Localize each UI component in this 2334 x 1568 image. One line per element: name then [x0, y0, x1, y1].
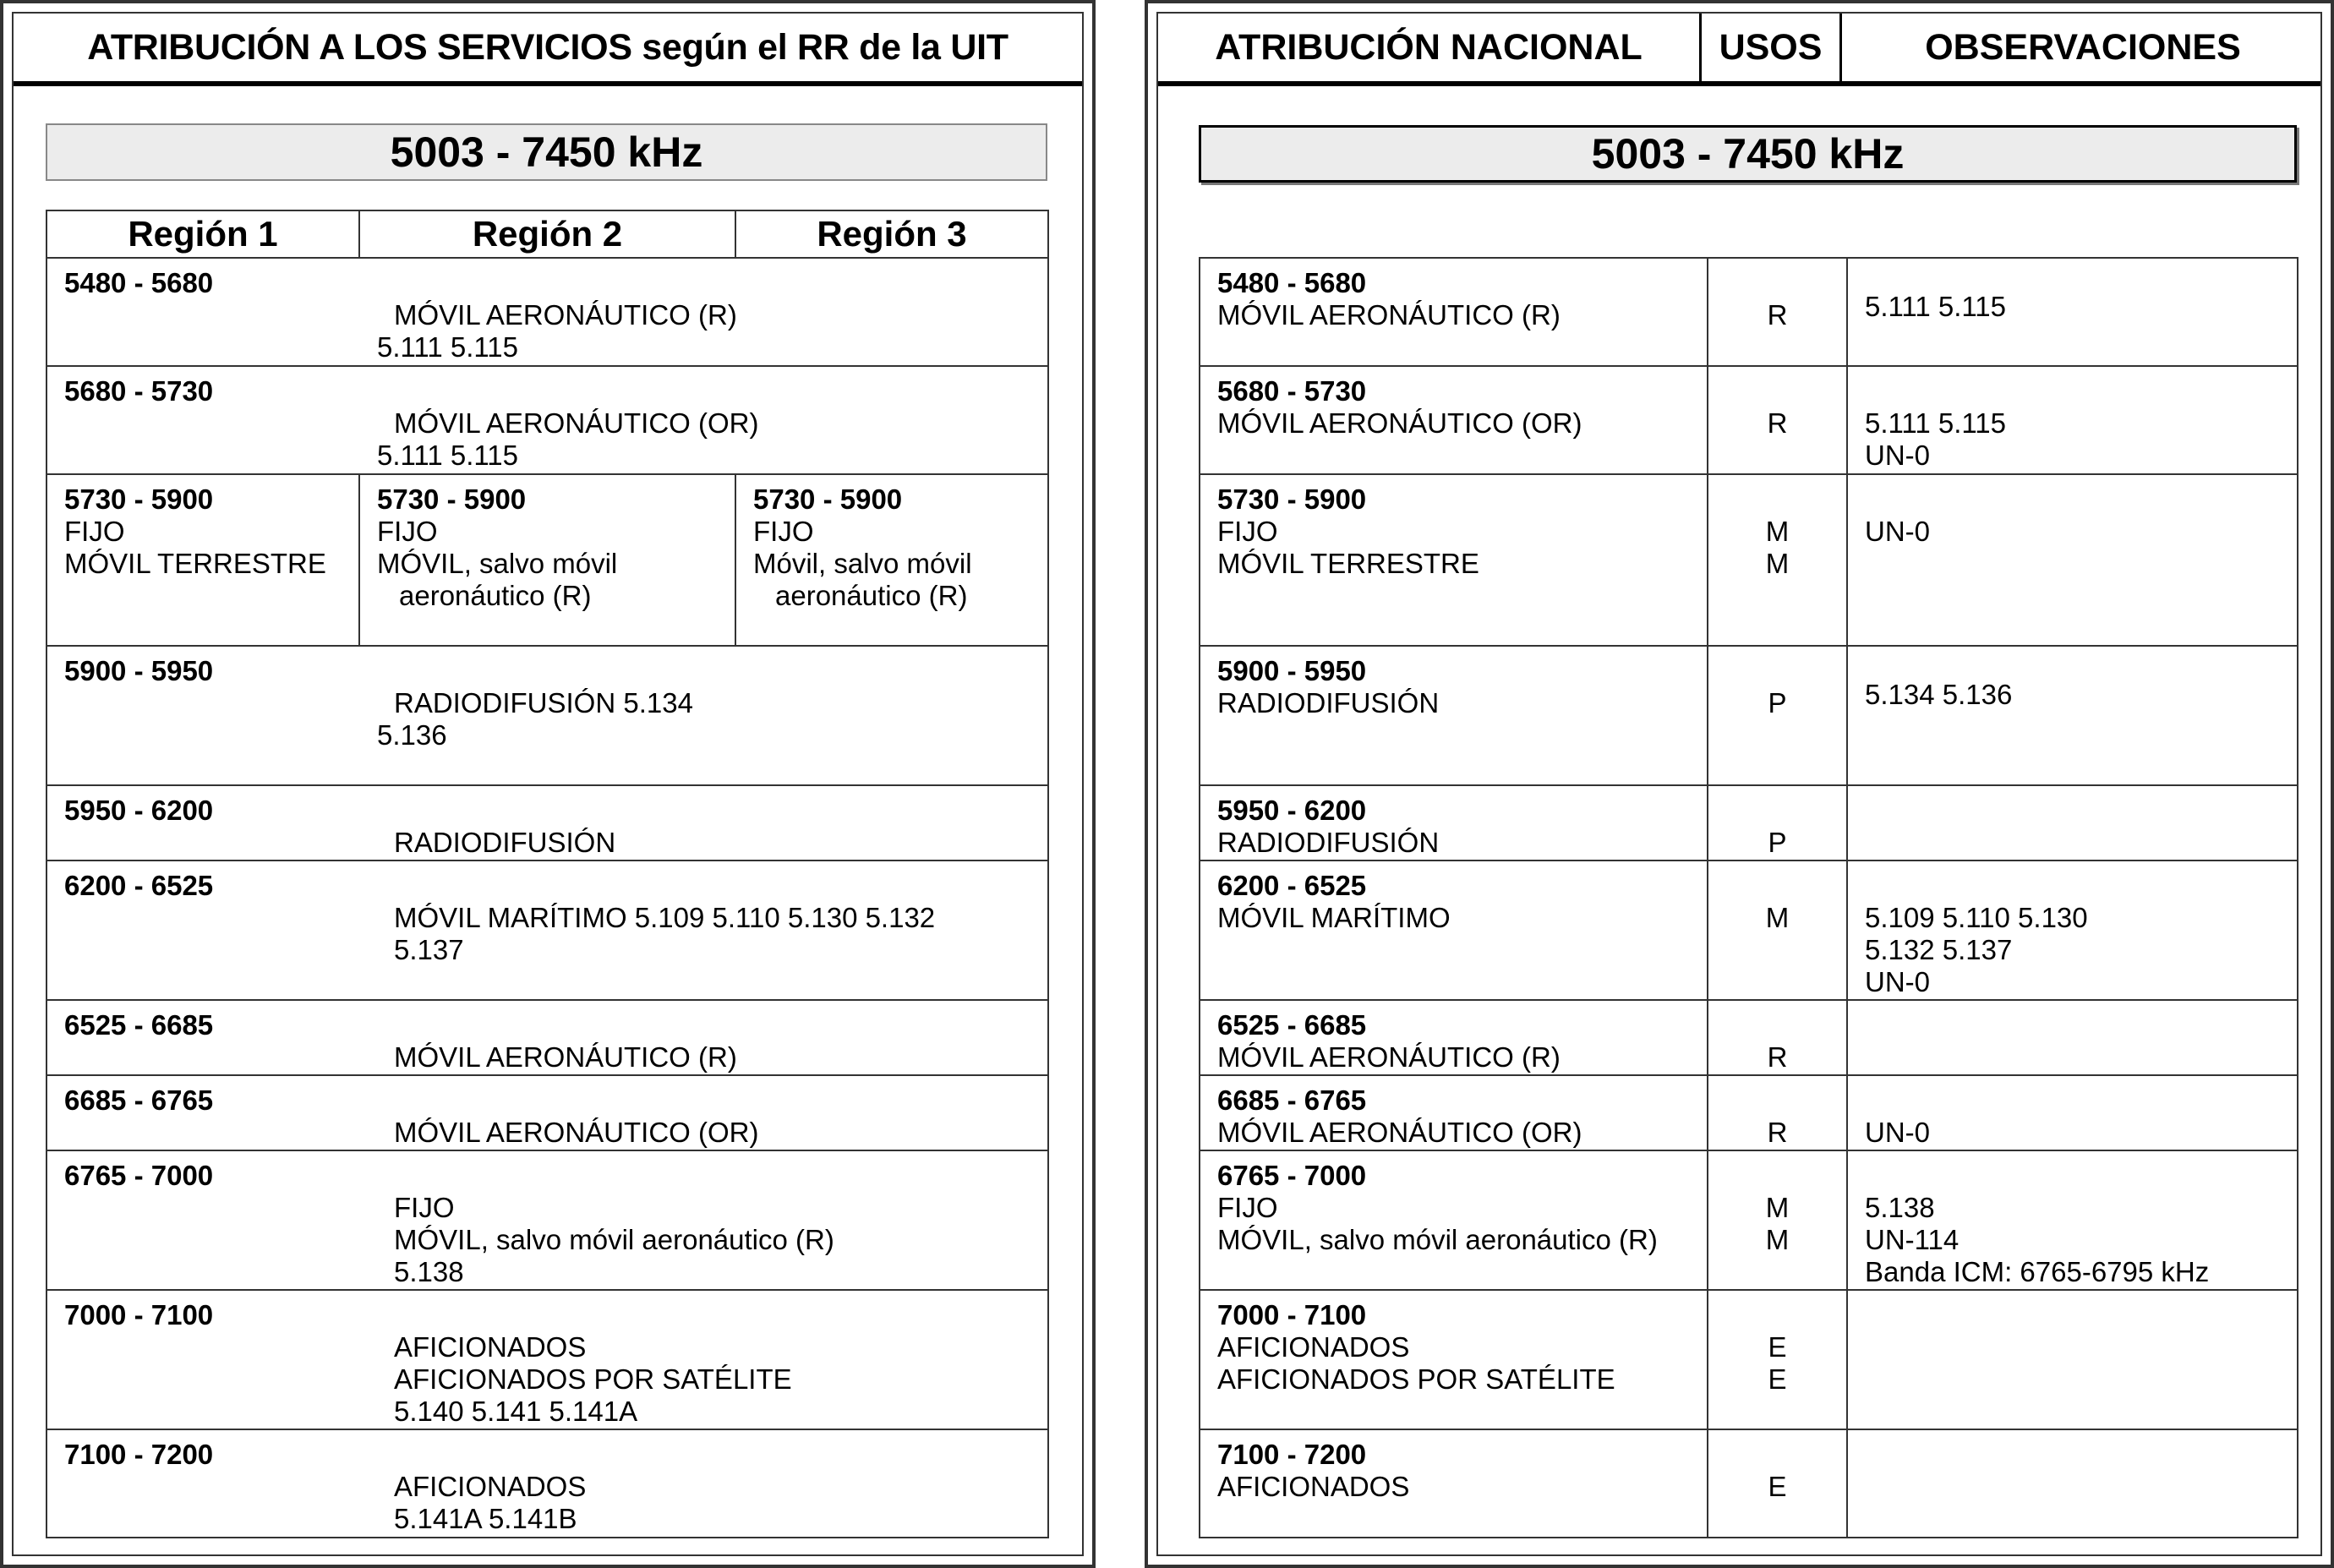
national-allocation-table [1199, 257, 2298, 1538]
observation-line: UN-0 [1865, 966, 1931, 997]
observation-line: UN-0 [1865, 516, 1931, 547]
service-line: 5.141A 5.141B [394, 1503, 577, 1534]
service-line: MÓVIL AERONÁUTICO (R) [394, 1041, 737, 1073]
band-range: 6685 - 6765 [64, 1084, 214, 1116]
allocation-cell [46, 1000, 1048, 1075]
national-row [1200, 366, 2298, 474]
service-line: MÓVIL AERONÁUTICO (OR) [1217, 407, 1582, 439]
national-allocation-cell [1200, 785, 1708, 860]
usage-code: M [1765, 1192, 1790, 1223]
observaciones-cell [1847, 860, 2298, 1000]
usage-code: P [1768, 827, 1787, 858]
usage-code: M [1765, 1224, 1790, 1255]
usage-code: M [1765, 902, 1790, 933]
observaciones-cell [1847, 1075, 2298, 1150]
service-line: MÓVIL MARÍTIMO [1217, 902, 1451, 933]
service-line: RADIODIFUSIÓN 5.134 [394, 687, 693, 718]
usage-code: M [1765, 516, 1790, 547]
service-line: AFICIONADOS [394, 1331, 587, 1363]
national-allocation-cell [1200, 860, 1708, 1000]
service-line: MÓVIL AERONÁUTICO (OR) [394, 407, 759, 439]
right-band-title: 5003 - 7450 kHz [1199, 125, 2297, 183]
band-range: 6685 - 6765 [1217, 1084, 1367, 1116]
allocation-cell [46, 1075, 1048, 1150]
observation-line: UN-0 [1865, 440, 1931, 471]
national-row [1200, 1075, 2298, 1150]
service-line: RADIODIFUSIÓN [1217, 687, 1440, 718]
national-row [1200, 1150, 2298, 1290]
national-row [1200, 258, 2298, 366]
header-usos: USOS [1719, 26, 1823, 68]
usos-cell [1708, 1150, 1847, 1290]
service-line: MÓVIL AERONÁUTICO (OR) [394, 1117, 759, 1148]
observaciones-cell [1847, 366, 2298, 474]
band-range: 6200 - 6525 [1217, 870, 1367, 901]
service-line: RADIODIFUSIÓN [394, 827, 616, 858]
band-range: 5680 - 5730 [64, 375, 214, 407]
service-line: FIJO [64, 516, 125, 547]
band-range: 6200 - 6525 [64, 870, 214, 901]
observation-line: UN-114 [1865, 1224, 1960, 1255]
service-line: AFICIONADOS POR SATÉLITE [394, 1363, 792, 1395]
allocation-cell [46, 646, 1048, 785]
service-line: MÓVIL AERONÁUTICO (R) [1217, 1041, 1561, 1073]
service-line: MÓVIL, salvo móvil aeronáutico (R) [1217, 1224, 1658, 1255]
service-line: FIJO [377, 516, 438, 547]
observation-line: 5.134 5.136 [1865, 679, 2013, 710]
observaciones-cell [1847, 1150, 2298, 1290]
service-line: MÓVIL AERONÁUTICO (R) [1217, 299, 1561, 331]
usos-cell [1708, 1000, 1847, 1075]
service-line: 5.140 5.141 5.141A [394, 1396, 638, 1427]
national-allocation-cell [1200, 1000, 1708, 1075]
observation-line: Banda ICM: 6765-6795 kHz [1865, 1256, 2210, 1287]
service-line: FIJO [753, 516, 814, 547]
observation-line: 5.132 5.137 [1865, 934, 2013, 965]
service-line: FIJO [394, 1192, 455, 1223]
usage-code: E [1768, 1331, 1787, 1363]
service-line: 5.111 5.115 [377, 440, 518, 471]
service-line: 5.137 [394, 934, 464, 965]
usage-code: R [1767, 1117, 1788, 1148]
itu-allocation-table [46, 210, 1049, 1538]
band-range: 5950 - 6200 [64, 795, 214, 826]
service-line: AFICIONADOS POR SATÉLITE [1217, 1363, 1615, 1395]
left-band-title: 5003 - 7450 kHz [46, 123, 1047, 181]
region-2-header: Región 2 [359, 210, 735, 258]
service-line: 5.111 5.115 [377, 331, 518, 363]
band-range: 5900 - 5950 [1217, 655, 1367, 686]
band-range: 5480 - 5680 [1217, 267, 1367, 298]
national-allocation-cell [1200, 1290, 1708, 1429]
allocation-cell [46, 366, 1048, 474]
region-header-row [46, 210, 1048, 258]
region-3-header: Región 3 [735, 210, 1048, 258]
observaciones-cell [1847, 1429, 2298, 1538]
header-observaciones: OBSERVACIONES [1925, 26, 2241, 68]
national-allocation-cell [1200, 474, 1708, 646]
national-allocation-cell [1200, 258, 1708, 366]
usage-code: M [1765, 548, 1790, 579]
right-panel [1145, 0, 2334, 1568]
usos-cell [1708, 860, 1847, 1000]
allocation-row [46, 366, 1048, 474]
allocation-row [46, 1429, 1048, 1538]
allocation-row [46, 646, 1048, 785]
usage-code: R [1767, 407, 1788, 439]
observaciones-cell [1847, 1290, 2298, 1429]
band-range: 7100 - 7200 [64, 1439, 214, 1470]
region-1-header: Región 1 [46, 210, 359, 258]
allocation-row [46, 1000, 1048, 1075]
usage-code: R [1767, 1041, 1788, 1073]
usos-cell [1708, 646, 1847, 785]
region-cell [735, 474, 1048, 646]
observation-line: UN-0 [1865, 1117, 1931, 1148]
allocation-cell [46, 860, 1048, 1000]
allocation-row [46, 785, 1048, 860]
allocation-row [46, 1290, 1048, 1429]
service-line: MÓVIL MARÍTIMO 5.109 5.110 5.130 5.132 [394, 902, 936, 933]
service-line: Móvil, salvo móvil [753, 548, 972, 579]
usage-code: R [1767, 299, 1788, 331]
band-range: 5950 - 6200 [1217, 795, 1367, 826]
observaciones-cell [1847, 258, 2298, 366]
usos-cell [1708, 785, 1847, 860]
band-range: 7100 - 7200 [1217, 1439, 1367, 1470]
national-allocation-cell [1200, 366, 1708, 474]
service-line: MÓVIL, salvo móvil aeronáutico (R) [394, 1224, 834, 1255]
allocation-row [46, 1075, 1048, 1150]
service-line: AFICIONADOS [1217, 1331, 1410, 1363]
band-range: 6765 - 7000 [1217, 1160, 1367, 1191]
service-line: MÓVIL AERONÁUTICO (R) [394, 299, 737, 331]
national-allocation-cell [1200, 646, 1708, 785]
observaciones-cell [1847, 474, 2298, 646]
band-range: 6525 - 6685 [1217, 1009, 1367, 1041]
usos-cell [1708, 1075, 1847, 1150]
allocation-row [46, 860, 1048, 1000]
band-range: 5480 - 5680 [64, 267, 214, 298]
allocation-cell [46, 785, 1048, 860]
national-allocation-cell [1200, 1075, 1708, 1150]
allocation-row [46, 474, 1048, 646]
service-line: MÓVIL, salvo móvil [377, 548, 618, 579]
national-row [1200, 474, 2298, 646]
service-line: MÓVIL TERRESTRE [1217, 548, 1479, 579]
band-range: 7000 - 7100 [1217, 1299, 1367, 1330]
band-range: 6765 - 7000 [64, 1160, 214, 1191]
usage-code: P [1768, 687, 1787, 718]
usos-cell [1708, 366, 1847, 474]
observaciones-cell [1847, 1000, 2298, 1075]
allocation-cell [46, 1429, 1048, 1538]
national-allocation-cell [1200, 1150, 1708, 1290]
observation-line: 5.109 5.110 5.130 [1865, 902, 2088, 933]
service-line: AFICIONADOS [394, 1471, 587, 1502]
service-line: 5.136 [377, 719, 447, 751]
observaciones-cell [1847, 785, 2298, 860]
header-atribucion-nacional: ATRIBUCIÓN NACIONAL [1215, 26, 1643, 68]
service-line: aeronáutico (R) [399, 580, 592, 611]
usos-cell [1708, 1290, 1847, 1429]
observaciones-cell [1847, 646, 2298, 785]
band-range: 5730 - 5900 [753, 484, 903, 515]
band-range: 6525 - 6685 [64, 1009, 214, 1041]
service-line: MÓVIL TERRESTRE [64, 548, 326, 579]
usage-code: E [1768, 1471, 1787, 1502]
allocation-row [46, 258, 1048, 366]
usage-code: E [1768, 1363, 1787, 1395]
band-range: 5730 - 5900 [64, 484, 214, 515]
national-row [1200, 1429, 2298, 1538]
region-cell [359, 474, 735, 646]
observation-line: 5.111 5.115 [1865, 407, 2006, 439]
service-line: MÓVIL AERONÁUTICO (OR) [1217, 1117, 1582, 1148]
national-row [1200, 785, 2298, 860]
band-range: 5730 - 5900 [377, 484, 527, 515]
region-cell [46, 474, 359, 646]
service-line: AFICIONADOS [1217, 1471, 1410, 1502]
national-row [1200, 646, 2298, 785]
band-range: 5680 - 5730 [1217, 375, 1367, 407]
band-range: 7000 - 7100 [64, 1299, 214, 1330]
band-range: 5900 - 5950 [64, 655, 214, 686]
service-line: FIJO [1217, 1192, 1278, 1223]
observation-line: 5.138 [1865, 1192, 1935, 1223]
left-title: ATRIBUCIÓN A LOS SERVICIOS según el RR de la UIT [14, 14, 1082, 86]
national-allocation-cell [1200, 1429, 1708, 1538]
service-line: aeronáutico (R) [775, 580, 968, 611]
national-row [1200, 860, 2298, 1000]
service-line: RADIODIFUSIÓN [1217, 827, 1440, 858]
usos-cell [1708, 1429, 1847, 1538]
usos-cell [1708, 258, 1847, 366]
left-panel [0, 0, 1096, 1568]
band-range: 5730 - 5900 [1217, 484, 1367, 515]
national-row [1200, 1000, 2298, 1075]
allocation-row [46, 1150, 1048, 1290]
observation-line: 5.111 5.115 [1865, 291, 2006, 322]
usos-cell [1708, 474, 1847, 646]
allocation-cell [46, 1290, 1048, 1429]
allocation-cell [46, 1150, 1048, 1290]
service-line: 5.138 [394, 1256, 464, 1287]
national-row [1200, 1290, 2298, 1429]
allocation-cell [46, 258, 1048, 366]
service-line: FIJO [1217, 516, 1278, 547]
